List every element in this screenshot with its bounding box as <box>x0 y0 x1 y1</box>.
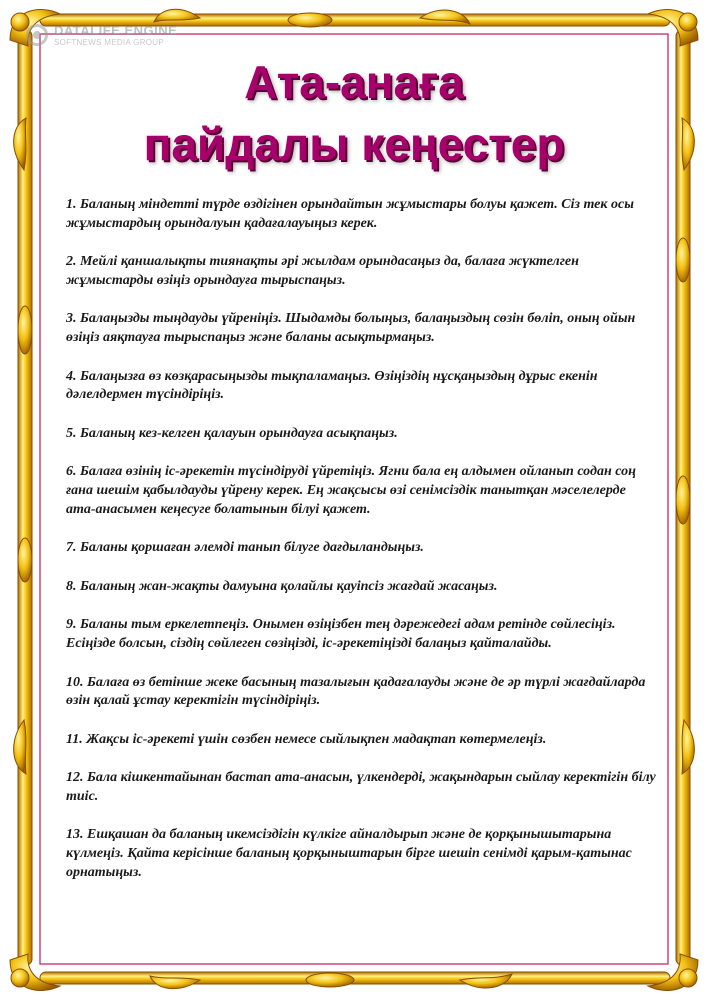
watermark-brand: DATALIFE ENGINE <box>54 22 178 38</box>
tip-6: 6. Балаға өзінің іс-әрекетін түсіндіруді үйретіңіз. Ягни бала ең алдымен ойланып содан соң ғана шешім қабылдауды үйрену керек. Ең жақсысы өзі сенімсіздік танытқан мәселелерде ата-анасымен кеңесуге болатынын білуі қажет. <box>66 464 636 517</box>
watermark <box>26 20 177 50</box>
tip-10: 10. Балаға өз бетінше жеке басының тазалығын қадағалауды және де әр түрлі жағдайларда өзін қалай ұстау керектігін түсіндіріңіз. <box>66 674 646 709</box>
tip-9: 9. Баланы тым еркелетпеңіз. Онымен өзіңізбен тең дәрежедегі адам ретінде сөйлесіңіз. Есіңізде болсын, сіздің сөйлеген сөзіңізді, іс-әрекетіңізді балаңыз қайталайды. <box>66 617 616 651</box>
tip-13: 13. Ешқашан да баланың икемсіздігін күлкіге айналдырып және де қорқынышытарына күлмеңіз. Қайта керісінше баланың қорқыныштарын бірге шешіп сенімді қарым-қатынас орнатыңыз. <box>66 827 632 880</box>
tip-7: 7. Баланы қоршаған әлемді танып білуге дағдыландыңыз. <box>66 540 424 556</box>
tips-list <box>66 196 656 902</box>
tip-2: 2. Мейлі қаншалықты тиянақты әрі жылдам орындасаңыз да, балаға жүктелген жұмыстарды өзіңіз орындауға тырыспаңыз. <box>66 254 579 288</box>
dle-logo-icon <box>26 24 48 46</box>
page-title-line-1: Ата-анаға <box>244 56 464 108</box>
tip-5: 5. Баланың кез-келген қалауын орындауға асықпаңыз. <box>66 425 398 441</box>
tip-11: 11. Жақсы іс-әрекеті үшін сөзбен немесе сыйлықпен мадақтап көтермелеңіз. <box>66 731 547 747</box>
watermark-subtitle: SOFTNEWS MEDIA GROUP <box>54 37 165 47</box>
tip-12: 12. Бала кішкентайынан бастап ата-анасын, үлкендерді, жақындарын сыйлау керектігін білу тиіс. <box>66 770 656 804</box>
tip-8: 8. Баланың жан-жақты дамуына қолайлы қауіпсіз жағдай жасаңыз. <box>66 578 498 594</box>
tip-4: 4. Балаңызға өз көзқарасыңызды тықпаламаңыз. Өзіңіздің нұсқаңыздың дұрыс екенін дәлелдермен түсіндіріңіз. <box>66 368 598 403</box>
page-title-line-2: пайдалы кеңестер <box>143 118 565 170</box>
tip-1: 1. Баланың міндетті түрде өздігінен орындайтын жұмыстары болуы қажет. Сіз тек осы жұмыстардың орындалуын қадағалауыңыз керек. <box>66 197 634 231</box>
tip-3: 3. Балаңызды тыңдауды үйреніңіз. Шыдамды болыңыз, балаңыздың сөзін бөліп, оның ойын өзіңіз аяқтауға тырыспаңыз және баланы асықтырмаңыз. <box>66 311 636 345</box>
